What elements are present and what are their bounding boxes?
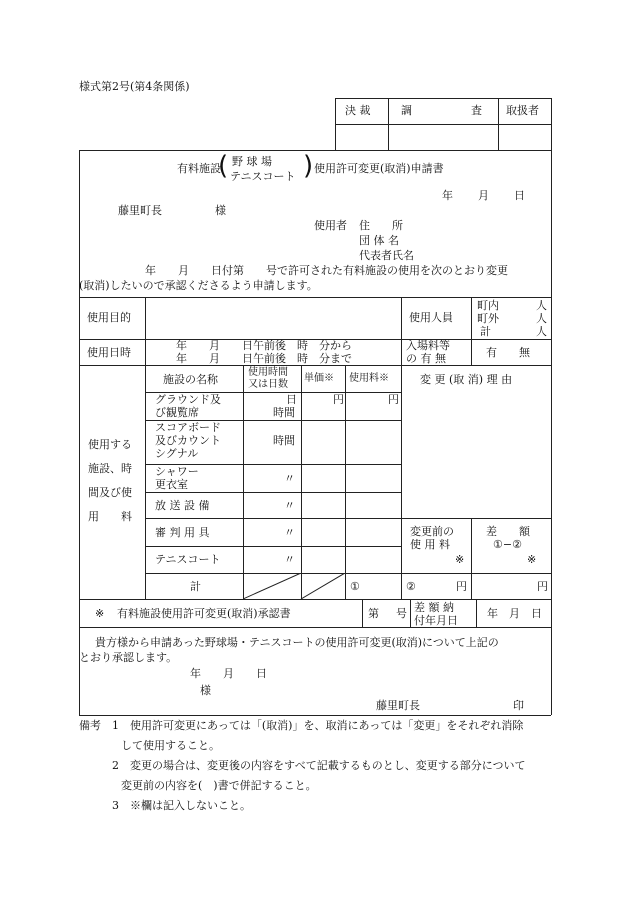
note-2b: 変更前の内容を( )書で併記すること。 (121, 779, 317, 792)
row-scoreboard-hours: 時間 (273, 434, 295, 447)
row-umpire-ditto: 〃 (284, 526, 295, 539)
applicant-org: 団 体 名 (359, 234, 399, 247)
town-in-label: 町内 (477, 299, 499, 312)
row-ground-name-2: び観覧席 (155, 406, 199, 419)
applicant-label: 使用者 (314, 219, 347, 232)
seal-mark: 印 (513, 699, 524, 712)
town-out-label: 町外 (477, 312, 499, 325)
chosa-label: 調 (401, 104, 412, 117)
header-fee: 使用料※ (349, 373, 389, 384)
row-ground-hours: 時間 (273, 406, 295, 419)
row-broadcast-ditto: 〃 (284, 499, 295, 512)
unit-1: 人 (536, 299, 547, 312)
row-ground-day: 日 (286, 393, 297, 406)
circle-1: ① (350, 580, 360, 593)
row-umpire-name: 審 判 用 具 (155, 526, 210, 539)
notice-text-2: とおり承認します。 (79, 651, 178, 664)
notice-title: 有料施設使用許可変更(取消)承認書 (117, 607, 291, 620)
unit-2: 人 (536, 312, 547, 325)
toriatsukai-label: 取扱者 (506, 104, 539, 117)
row-broadcast-name: 放 送 設 備 (155, 499, 210, 512)
before-fee-mark: ※ (455, 553, 465, 566)
notice-go-label: 号 (396, 607, 407, 620)
circle-2: ② (406, 580, 416, 593)
before-fee-2: 使 用 料 (410, 538, 450, 551)
applicant-rep: 代表者氏名 (359, 249, 414, 262)
notice-sama: 様 (200, 684, 211, 697)
addressee: 藤里町長 (118, 204, 162, 217)
row-scoreboard-name-2: 及びカウント (155, 434, 221, 447)
notice-date-2: 年 月 日 (190, 667, 267, 680)
unit-3: 人 (536, 325, 547, 338)
body-text-1: 年 月 日付第 号で許可された有料施設の使用を次のとおり変更 (145, 264, 508, 277)
row-shower-ditto: 〃 (284, 472, 295, 485)
notice-mayor: 藤里町長 (376, 699, 420, 712)
note-3: 3 ※欄は記入しないこと。 (112, 799, 251, 812)
title-option-tennis: テニスコート (230, 170, 296, 183)
header-unit-price: 単価※ (304, 373, 334, 384)
datetime-from: 年 月 日午前後 時 分から (176, 339, 352, 352)
body-text-2: (取消)したいので承認くださるよう申請します。 (79, 279, 318, 292)
date-month: 月 (478, 189, 489, 202)
header-facility-name: 施設の名称 (163, 373, 218, 386)
total-label-row: 計 (190, 580, 201, 593)
notice-date: 年 月 日 (487, 607, 542, 620)
notes-label: 備考 (79, 719, 101, 732)
header-time-2: 又は日数 (248, 379, 288, 390)
row-tennis-name: テニスコート (155, 553, 221, 566)
date-year: 年 (442, 189, 453, 202)
note-1b: して使用すること。 (121, 739, 220, 752)
before-fee-1: 変更前の (410, 525, 454, 538)
applicant-address: 住 所 (359, 219, 403, 232)
kessai-label: 決 裁 (345, 104, 371, 117)
fee-label-1: 入場料等 (406, 339, 450, 352)
diff-label: 差 額 (486, 525, 530, 538)
datetime-label: 使用日時 (87, 346, 131, 359)
row-ground-yen-1: 円 (333, 393, 344, 406)
yen-diff: 円 (537, 580, 548, 593)
notice-text-1: 貴方様から申請あった野球場・テニスコートの使用許可変更(取消)について上記の (95, 636, 499, 649)
row-tennis-ditto: 〃 (284, 553, 295, 566)
header-reason: 変 更 (取 消) 理 由 (420, 373, 513, 386)
note-2: 2 変更の場合は、変更後の内容をすべて記載するものとし、変更する部分について (112, 759, 526, 772)
addressee-sama: 様 (215, 204, 226, 217)
notice-paid-2: 付年月日 (414, 614, 458, 627)
chosa-label-2: 査 (471, 104, 482, 117)
form-number: 様式第2号(第4条関係) (79, 80, 190, 93)
notice-no-label: 第 (368, 607, 379, 620)
row-shower-name-1: シャワー (155, 465, 199, 478)
purpose-label: 使用目的 (87, 311, 131, 324)
diff-mark: ※ (527, 553, 537, 566)
total-label: 計 (480, 325, 491, 338)
yen-2: 円 (456, 580, 467, 593)
row-shower-name-2: 更衣室 (155, 478, 188, 491)
users-label: 使用人員 (409, 311, 453, 324)
notice-paid-1: 差 額 納 (414, 601, 454, 614)
row-scoreboard-name-3: シグナル (155, 447, 199, 460)
fee-label-2: の 有 無 (406, 352, 446, 365)
row-ground-yen-2: 円 (388, 393, 399, 406)
notice-mark: ※ (95, 607, 105, 620)
title-option-baseball: 野 球 場 (232, 155, 272, 168)
row-ground-name-1: グラウンド及 (155, 393, 221, 406)
datetime-to: 年 月 日午前後 時 分まで (176, 352, 352, 365)
total-diagonal-lines (243, 573, 345, 599)
date-day: 日 (514, 189, 525, 202)
diff-formula: ①−② (493, 538, 522, 551)
note-1: 1 使用許可変更にあっては「(取消)」を、取消にあっては「変更」をそれぞれ消除 (112, 719, 524, 732)
row-scoreboard-name-1: スコアボード (155, 421, 221, 434)
header-time-1: 使用時間 (248, 367, 288, 378)
fee-yes-no: 有 無 (486, 346, 530, 359)
